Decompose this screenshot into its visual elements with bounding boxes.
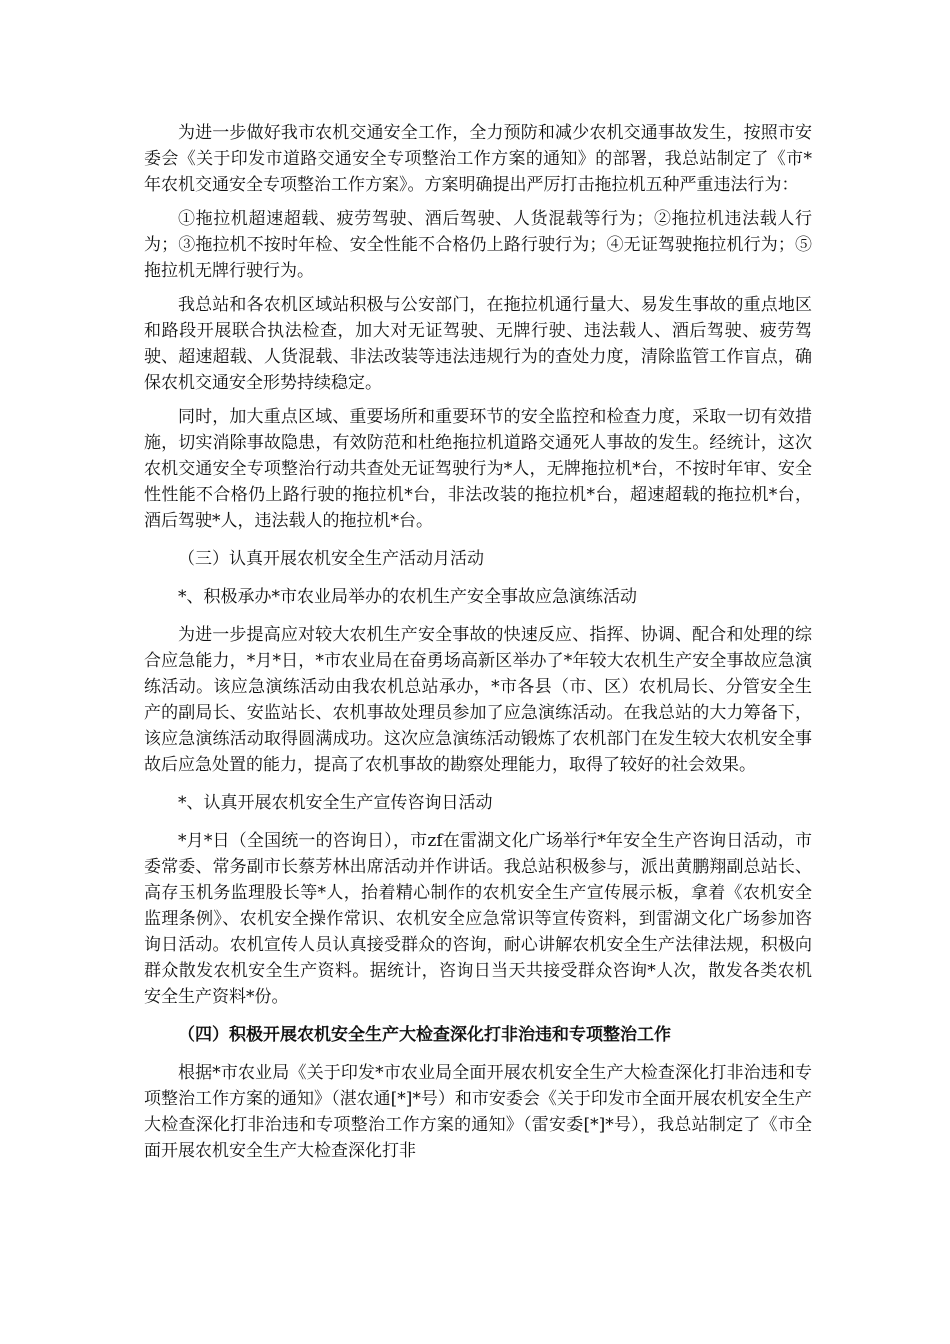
- paragraph-inspection: 根据*市农业局《关于印发*市农业局全面开展农机安全生产大检查深化打非治违和专项整治工作方案的通知》（湛农通[*]*号）和市安委会《关于印发市全面开展农机安全生产大检查深化打非治违和专项整治工作方案的通知》（雷安委[*]*号），我总站制定了《市全面开展农机安全生产大检查深化打非: [144, 1063, 812, 1161]
- paragraph-violations-list: ①拖拉机超速超载、疲劳驾驶、酒后驾驶、人货混载等行为；②拖拉机违法载人行为；③拖拉机不按时年检、安全性能不合格仍上路行驶行为；④无证驾驶拖拉机行为；⑤拖拉机无牌行驶行为。: [144, 209, 812, 281]
- paragraph-emergency-drill: 为进一步提高应对较大农机生产安全事故的快速反应、指挥、协调、配合和处理的综合应急能力，*月*日，*市农业局在奋勇场高新区举办了*年较大农机生产安全事故应急演练活动。该应急演练活动由我农机总站承办，*市各县（市、区）农机局长、分管安全生产的副局长、安监站长、农机事故处理员参加了应急演练活动。在我总站的大力筹备下，该应急演练活动取得圆满成功。这次应急演练活动锻炼了农机部门在发生较大农机安全事故后应急处置的能力，提高了农机事故的勘察处理能力，取得了较好的社会效果。: [144, 625, 812, 775]
- paragraph-consultation-day: *月*日（全国统一的咨询日），市zf在雷湖文化广场举行*年安全生产咨询日活动，市委常委、常务副市长蔡芳林出席活动并作讲话。我总站积极参与，派出黄鹏翔副总站长、高存玉机务监理股长等*人，抬着精心制作的农机安全生产宣传展示板，拿着《农机安全监理条例》、农机安全操作常识、农机安全应急常识等宣传资料，到雷湖文化广场参加咨询日活动。农机宣传人员认真接受群众的咨询，耐心讲解农机安全生产法律法规，积极向群众散发农机安全生产资料。据统计，咨询日当天共接受群众咨询*人次，散发各类农机安全生产资料*份。: [144, 831, 812, 1007]
- subsection-1-heading: *、积极承办*市农业局举办的农机生产安全事故应急演练活动: [178, 587, 637, 607]
- subsection-2-heading: *、认真开展农机安全生产宣传咨询日活动: [178, 793, 493, 813]
- section-3-heading: （三）认真开展农机安全生产活动月活动: [178, 549, 484, 569]
- paragraph-statistics: 同时，加大重点区域、重要场所和重要环节的安全监控和检查力度，采取一切有效措施，切实消除事故隐患，有效防范和杜绝拖拉机道路交通死人事故的发生。经统计，这次农机交通安全专项整治行动共查处无证驾驶行为*人，无牌拖拉机*台，不按时年审、安全性性能不合格仍上路行驶的拖拉机*台，非法改装的拖拉机*台，超速超载的拖拉机*台，酒后驾驶*人，违法载人的拖拉机*台。: [144, 407, 812, 531]
- paragraph-intro: 为进一步做好我市农机交通安全工作，全力预防和减少农机交通事故发生，按照市安委会《关于印发市道路交通安全专项整治工作方案的通知》的部署，我总站制定了《市*年农机交通安全专项整治工作方案》。方案明确提出严厉打击拖拉机五种严重违法行为：: [144, 123, 812, 195]
- paragraph-joint-enforcement: 我总站和各农机区域站积极与公安部门，在拖拉机通行量大、易发生事故的重点地区和路段开展联合执法检查，加大对无证驾驶、无牌行驶、违法载人、酒后驾驶、疲劳驾驶、超速超载、人货混载、非法改装等违法违规行为的查处力度，清除监管工作盲点，确保农机交通安全形势持续稳定。: [144, 295, 812, 393]
- document-body: [144, 120, 812, 1172]
- section-4-heading: （四）积极开展农机安全生产大检查深化打非治违和专项整治工作: [178, 1025, 671, 1045]
